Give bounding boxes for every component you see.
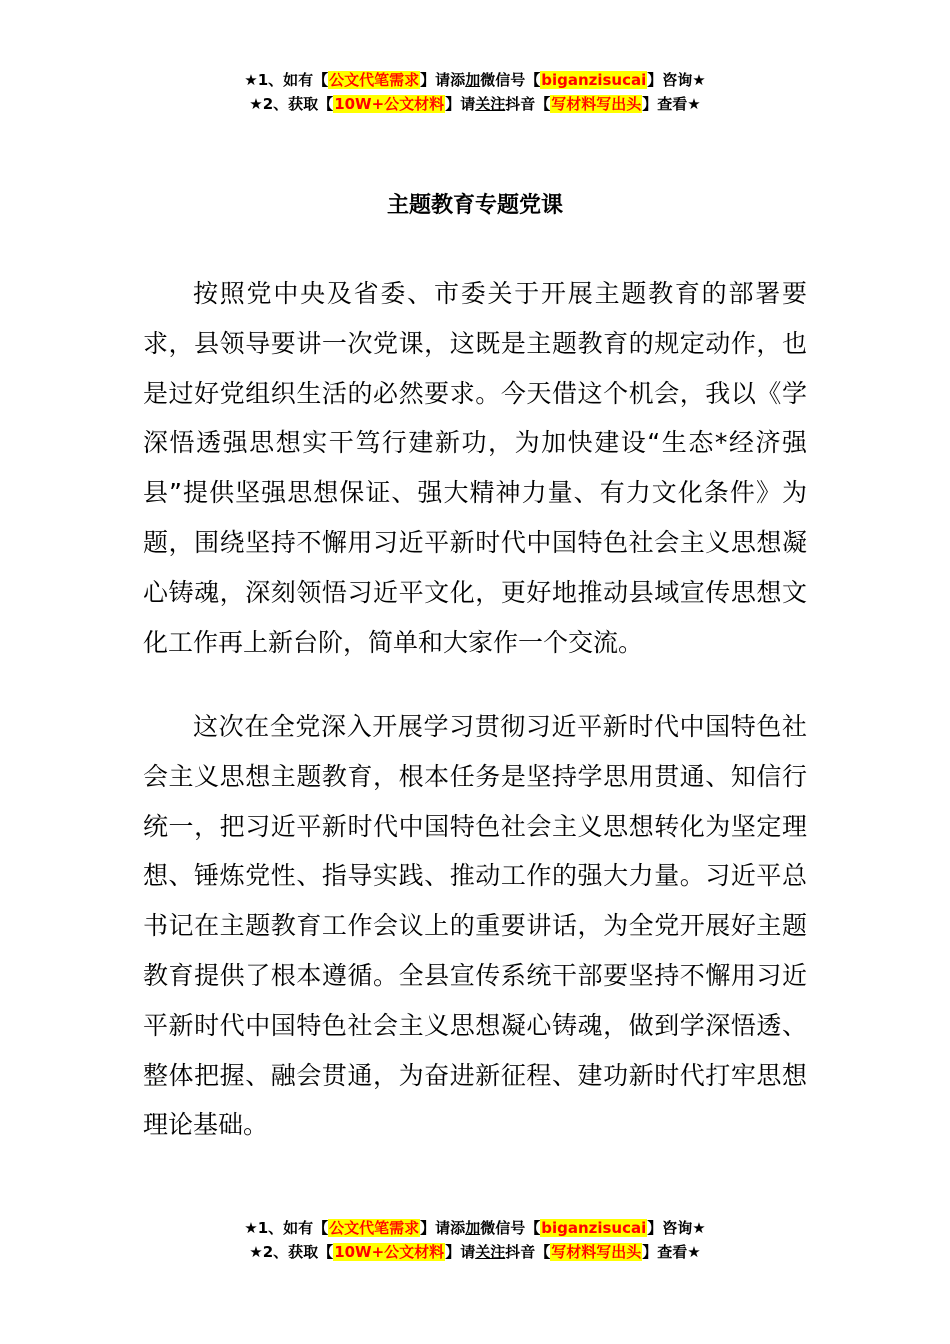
promo-highlight: 公文代笔需求: [329, 1219, 420, 1237]
promo-text: 】咨询★: [647, 71, 706, 89]
document-title: 主题教育专题党课: [386, 193, 563, 218]
promo-text: 】查看★: [642, 1243, 701, 1261]
promo-footer: [0, 1216, 950, 1264]
promo-underline: 加: [465, 71, 481, 89]
promo-text: 抖音【: [505, 1243, 551, 1261]
promo-text: 】查看★: [642, 95, 701, 113]
promo-line-1: [0, 68, 950, 92]
promo-line-1: [0, 1216, 950, 1240]
promo-highlight: 10W+公文材料: [334, 1243, 445, 1261]
paragraph-1: 按照党中央及省委、市委关于开展主题教育的部署要求，县领导要讲一次党课，这既是主题教育的规定动作，也是过好党组织生活的必然要求。今天借这个机会，我以《学深悟透强思想实干笃行建新功，为加快建设“生态*经济强县”提供坚强思想保证、强大精神力量、有力文化条件》为题，围绕坚持不懈用习近平新时代中国特色社会主义思想凝心铸魂，深刻领悟习近平文化，更好地推动县域宣传思想文化工作再上新台阶，简单和大家作一个交流。: [143, 279, 807, 657]
promo-text: ★2、获取【: [249, 95, 334, 113]
promo-text: ★1、如有【: [244, 71, 329, 89]
promo-wechat-id: biganzisucai: [541, 1219, 647, 1237]
promo-text: ★1、如有【: [244, 1219, 329, 1237]
promo-text: 】请: [445, 1243, 476, 1261]
promo-line-2: [0, 1240, 950, 1264]
promo-text: 抖音【: [505, 95, 551, 113]
promo-highlight: 10W+公文材料: [334, 95, 445, 113]
promo-text: 】请添: [420, 1219, 466, 1237]
promo-text: 微信号【: [480, 71, 541, 89]
promo-header: [0, 68, 950, 116]
promo-text: 】咨询★: [647, 1219, 706, 1237]
promo-text: ★2、获取【: [249, 1243, 334, 1261]
promo-text: 】请添: [420, 71, 466, 89]
promo-underline: 关注: [475, 95, 506, 113]
promo-douyin-id: 写材料写出头: [551, 1243, 642, 1261]
paragraph-2: 这次在全党深入开展学习贯彻习近平新时代中国特色社会主义思想主题教育，根本任务是坚持学思用贯通、知信行统一，把习近平新时代中国特色社会主义思想转化为坚定理想、锤炼党性、指导实践、推动工作的强大力量。习近平总书记在主题教育工作会议上的重要讲话，为全党开展好主题教育提供了根本遵循。全县宣传系统干部要坚持不懈用习近平新时代中国特色社会主义思想凝心铸魂，做到学深悟透、整体把握、融会贯通，为奋进新征程、建功新时代打牢思想理论基础。: [143, 712, 807, 1140]
promo-underline: 关注: [475, 1243, 506, 1261]
promo-text: 】请: [445, 95, 476, 113]
promo-douyin-id: 写材料写出头: [551, 95, 642, 113]
promo-underline: 加: [465, 1219, 481, 1237]
promo-line-2: [0, 92, 950, 116]
promo-text: 微信号【: [480, 1219, 541, 1237]
promo-highlight: 公文代笔需求: [329, 71, 420, 89]
promo-wechat-id: biganzisucai: [541, 71, 647, 89]
